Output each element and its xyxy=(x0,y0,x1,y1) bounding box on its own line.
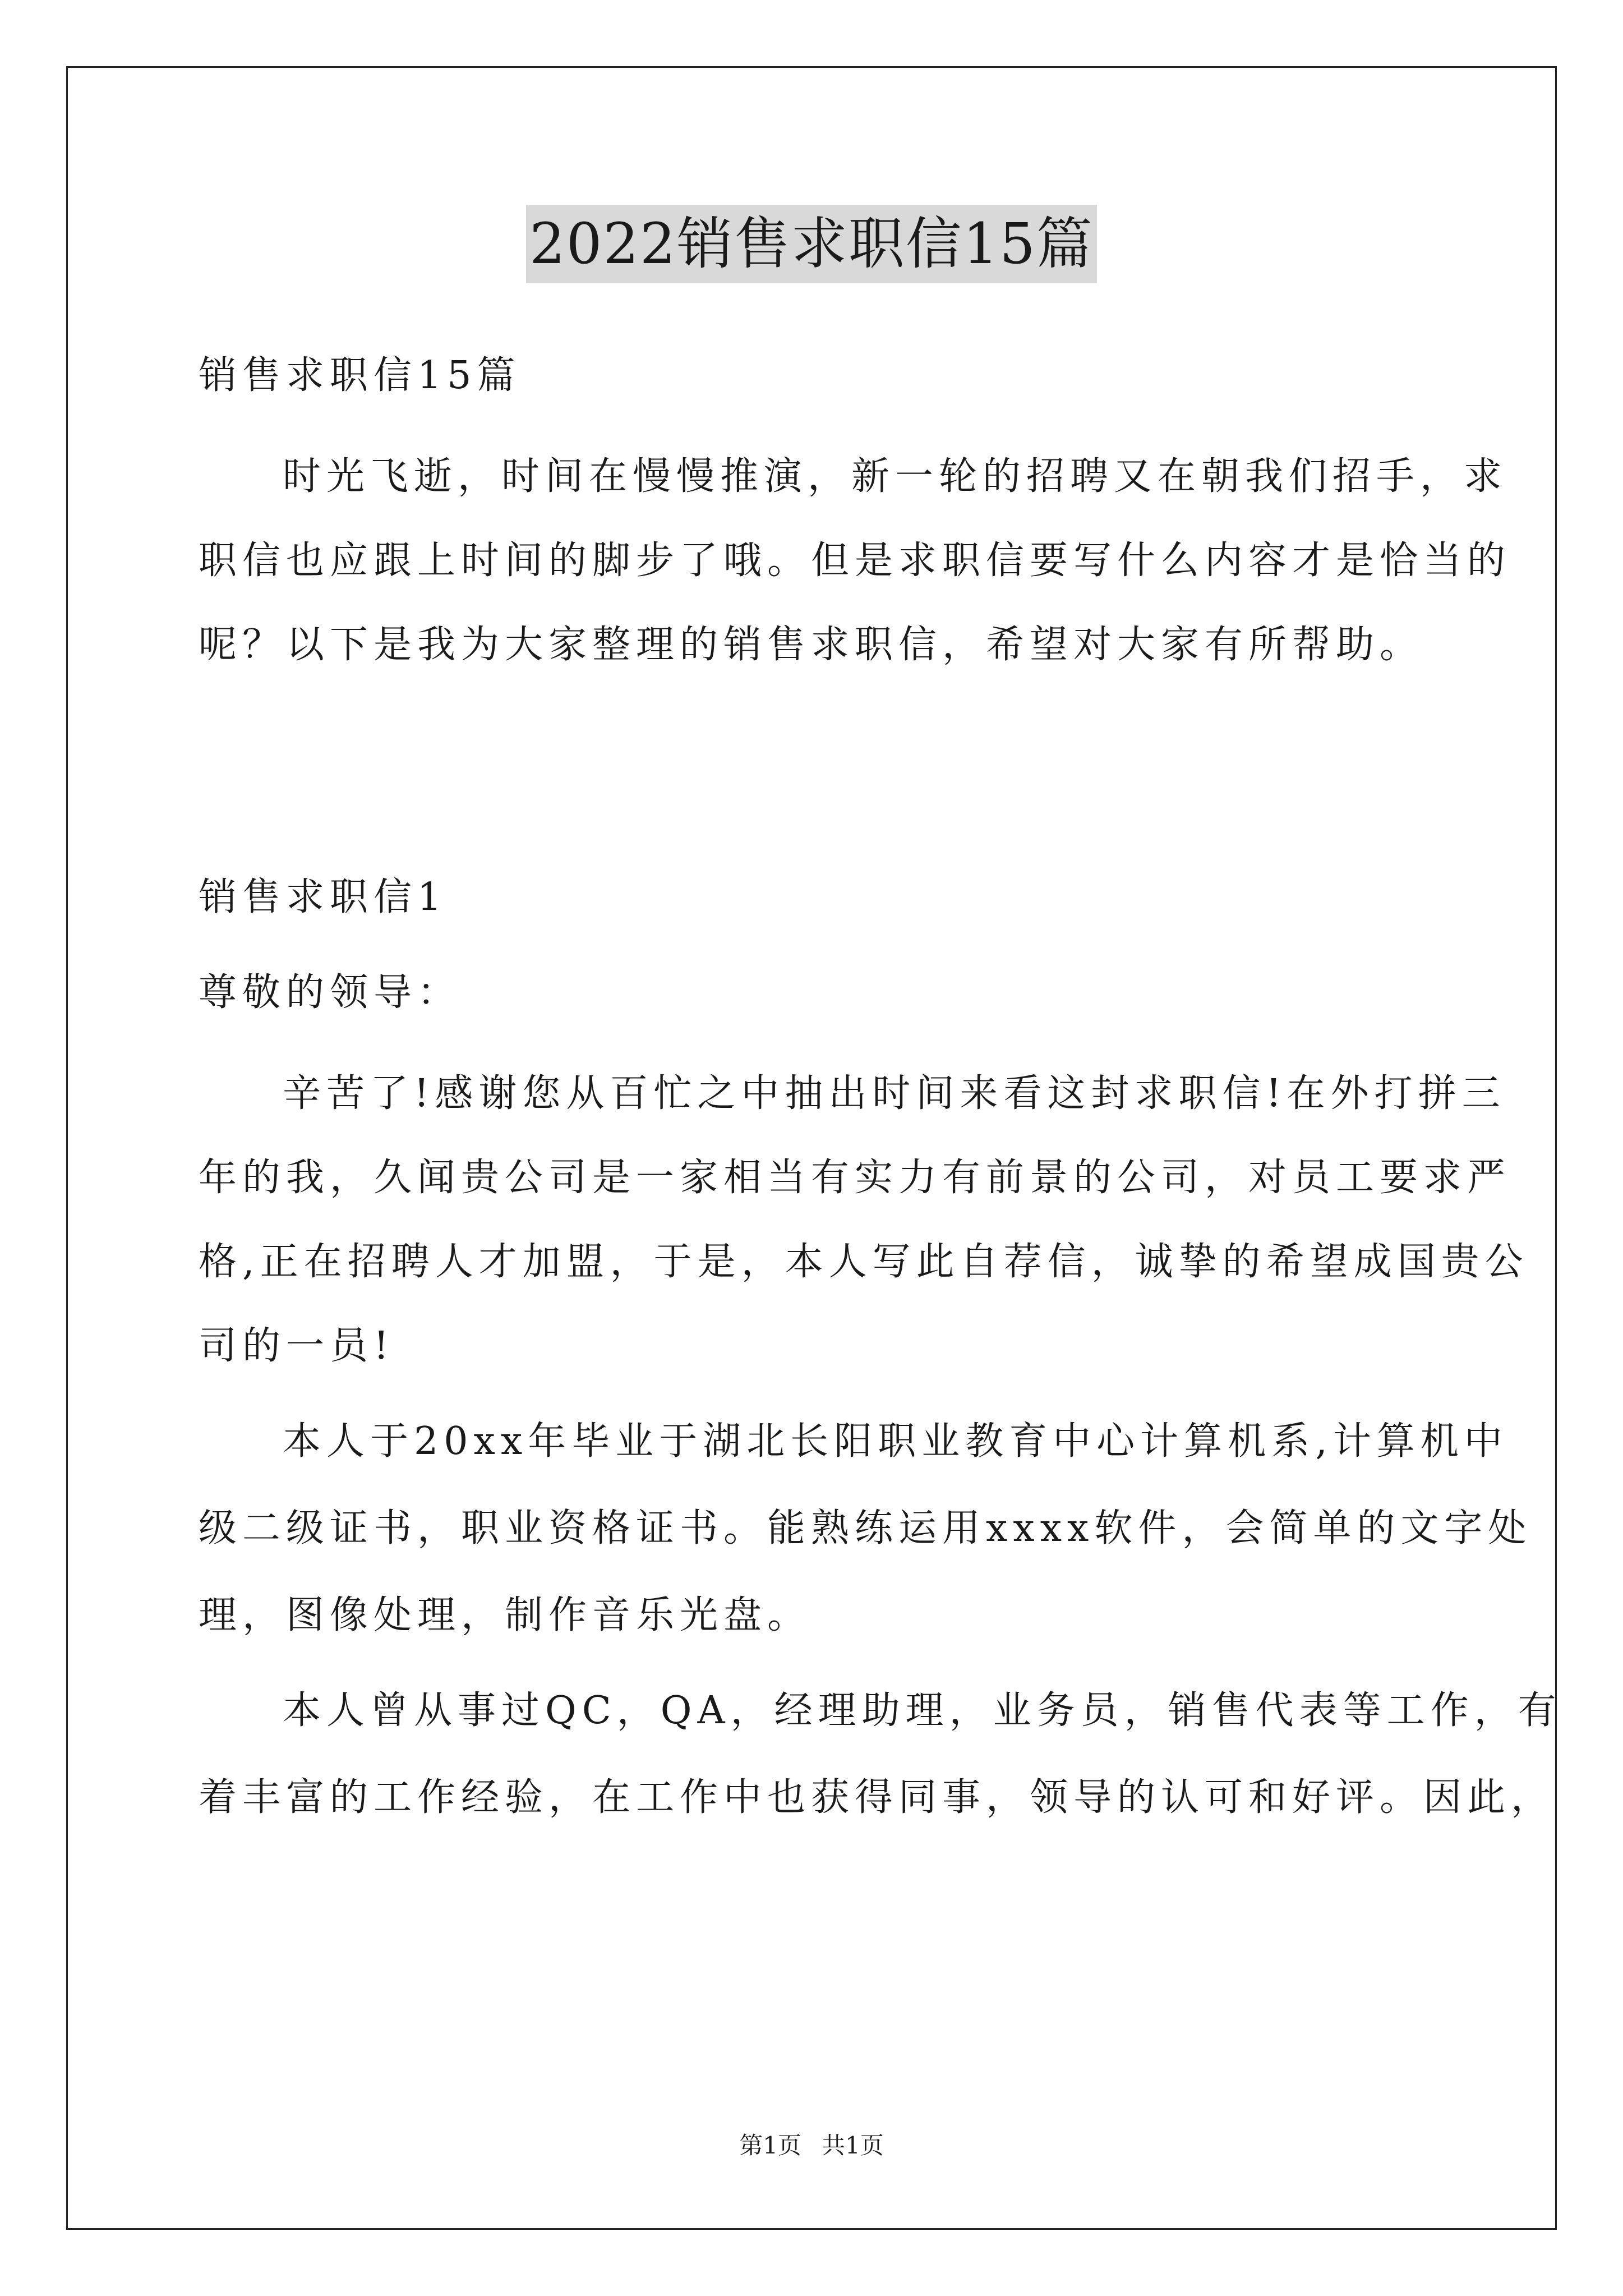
body-paragraph-line: 本人曾从事过QC，QA，经理助理，业务员，销售代表等工作，有 xyxy=(283,1688,1562,1733)
body-paragraph-line: 司的一员! xyxy=(199,1324,395,1368)
salutation-line: 尊敬的领导： xyxy=(199,970,462,1015)
document-title-text: 2022销售求职信15篇 xyxy=(526,205,1097,283)
document-title xyxy=(0,205,1623,283)
body-paragraph-line: 本人于20xx年毕业于湖北长阳职业教育中心计算机系,计算机中 xyxy=(283,1419,1508,1464)
intro-paragraph-line: 时光飞逝，时间在慢慢推演，新一轮的招聘又在朝我们招手，求 xyxy=(283,454,1508,499)
page-number-total: 共1页 xyxy=(822,2132,884,2159)
body-paragraph-line: 年的我，久闻贵公司是一家相当有实力有前景的公司，对员工要求严 xyxy=(199,1156,1511,1200)
body-paragraph-line: 辛苦了!感谢您从百忙之中抽出时间来看这封求职信!在外打拼三 xyxy=(283,1071,1506,1116)
body-paragraph-line: 着丰富的工作经验，在工作中也获得同事，领导的认可和好评。因此， xyxy=(199,1775,1555,1820)
body-paragraph-line: 理，图像处理，制作音乐光盘。 xyxy=(199,1593,811,1637)
subtitle-line: 销售求职信15篇 xyxy=(199,353,521,398)
page-number-current: 第1页 xyxy=(739,2132,801,2159)
intro-paragraph-line: 呢？以下是我为大家整理的销售求职信，希望对大家有所帮助。 xyxy=(199,623,1424,667)
body-paragraph-line: 级二级证书，职业资格证书。能熟练运用xxxx软件，会简单的文字处 xyxy=(199,1506,1532,1550)
page-footer xyxy=(0,2129,1623,2162)
intro-paragraph-line: 职信也应跟上时间的脚步了哦。但是求职信要写什么内容才是恰当的 xyxy=(199,539,1511,583)
section-heading: 销售求职信1 xyxy=(199,875,448,919)
body-paragraph-line: 格,正在招聘人才加盟，于是，本人写此自荐信，诚挚的希望成国贵公 xyxy=(199,1240,1529,1284)
